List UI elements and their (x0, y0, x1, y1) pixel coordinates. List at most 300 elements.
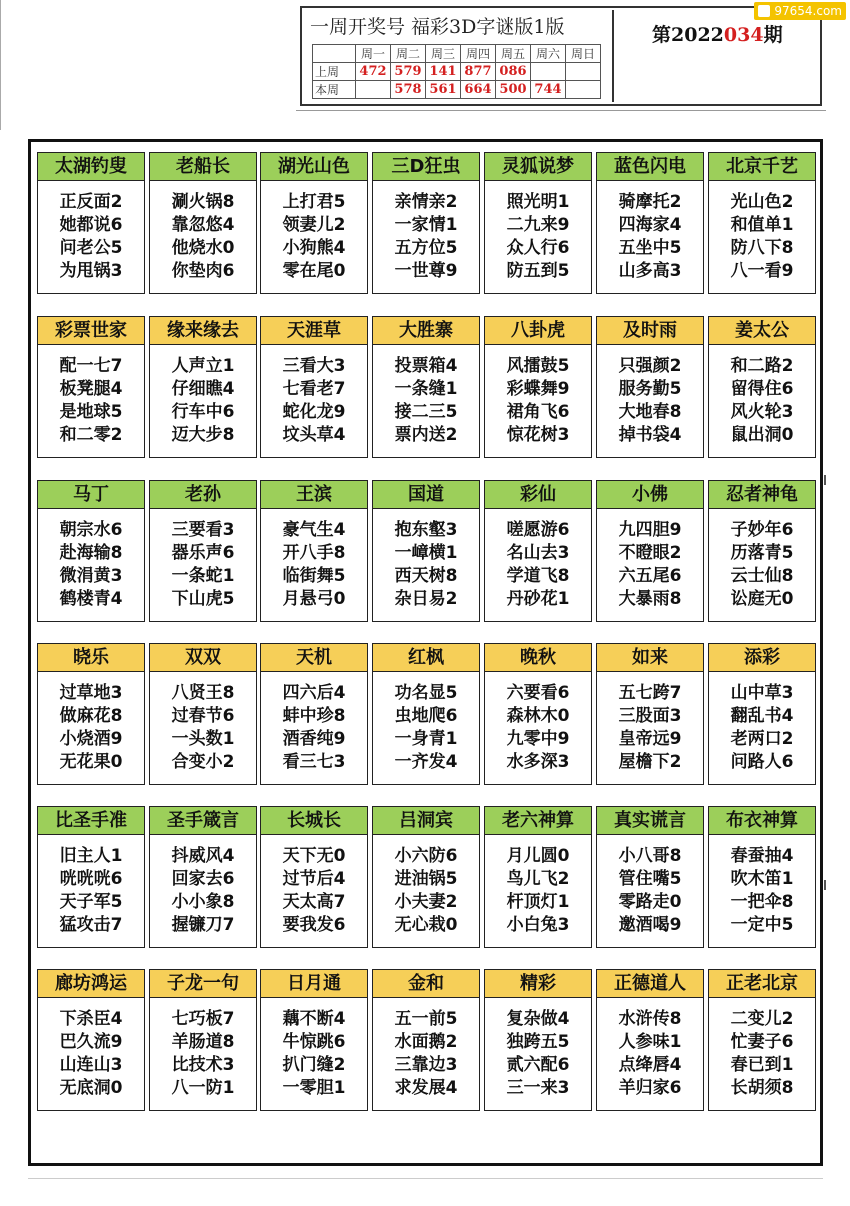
puzzle-line: 风擂鼓5 (506, 356, 570, 376)
last-week-sun (566, 63, 601, 81)
corner-cell (313, 45, 356, 63)
puzzle-line: 一把伞8 (730, 892, 794, 912)
puzzle-lines (485, 1008, 591, 1100)
this-week-sun (566, 81, 601, 99)
puzzle-lines (261, 191, 367, 283)
puzzle-line: 三要看3 (171, 520, 235, 540)
puzzle-line: 旧主人1 (59, 846, 123, 866)
puzzle-lines (597, 355, 703, 447)
puzzle-line: 不瞪眼2 (618, 543, 682, 563)
puzzle-line: 讼庭无0 (730, 589, 794, 609)
this-week-wed: 561 (426, 81, 461, 99)
puzzle-lines (485, 519, 591, 611)
puzzle-author-name: 比圣手准 (38, 807, 144, 835)
puzzle-line: 一定中5 (730, 915, 794, 935)
last-week-thu: 877 (461, 63, 496, 81)
puzzle-lines (709, 845, 815, 937)
last-week-tue: 579 (391, 63, 426, 81)
puzzle-lines (485, 191, 591, 283)
puzzle-line: 一身青1 (394, 729, 458, 749)
puzzle-cell (484, 969, 592, 1111)
puzzle-line: 蚌中珍8 (282, 706, 346, 726)
last-week-row (313, 63, 601, 81)
puzzle-cell (149, 316, 257, 458)
puzzle-line: 五七跨7 (618, 683, 682, 703)
puzzle-line: 天下无0 (282, 846, 346, 866)
puzzle-author-name: 彩仙 (485, 481, 591, 509)
puzzle-line: 五方位5 (394, 238, 458, 258)
puzzle-line: 他烧水0 (171, 238, 235, 258)
weekday-tue: 周二 (391, 45, 426, 63)
edge-tick (824, 880, 826, 890)
puzzle-line: 酒香纯9 (282, 729, 346, 749)
puzzle-cell (484, 643, 592, 785)
weekday-sun: 周日 (566, 45, 601, 63)
puzzle-line: 春已到1 (730, 1055, 794, 1075)
puzzle-lines (709, 355, 815, 447)
puzzle-line: 忙妻子6 (730, 1032, 794, 1052)
puzzle-line: 小六防6 (394, 846, 458, 866)
puzzle-author-name: 蓝色闪电 (597, 153, 703, 181)
puzzle-line: 一零胆1 (282, 1078, 346, 1098)
puzzle-line: 回家去6 (171, 869, 235, 889)
puzzle-line: 猛攻击7 (59, 915, 123, 935)
puzzle-line: 照光明1 (506, 192, 570, 212)
puzzle-line: 森林木0 (506, 706, 570, 726)
puzzle-line: 彩蝶舞9 (506, 379, 570, 399)
puzzle-line: 七巧板7 (171, 1009, 235, 1029)
weekday-sat: 周六 (531, 45, 566, 63)
puzzle-line: 翻乱书4 (730, 706, 794, 726)
puzzle-line: 零路走0 (618, 892, 682, 912)
puzzle-lines (597, 682, 703, 774)
puzzle-lines (373, 519, 479, 611)
puzzle-line: 八一看9 (730, 261, 794, 281)
puzzle-author-name: 老六神算 (485, 807, 591, 835)
puzzle-lines (709, 191, 815, 283)
puzzle-line: 五一前5 (394, 1009, 458, 1029)
puzzle-line: 丹砂花1 (506, 589, 570, 609)
puzzle-cell (260, 316, 368, 458)
period-prefix: 第2022 (652, 24, 724, 46)
puzzle-author-name: 如来 (597, 644, 703, 672)
puzzle-line: 长胡须8 (730, 1078, 794, 1098)
this-week-row (313, 81, 601, 99)
puzzle-cell (708, 152, 816, 294)
puzzle-line: 九零中9 (506, 729, 570, 749)
puzzle-author-name: 天涯草 (261, 317, 367, 345)
puzzle-lines (709, 1008, 815, 1100)
puzzle-line: 求发展4 (394, 1078, 458, 1098)
last-week-fri: 086 (496, 63, 531, 81)
puzzle-line: 问老公5 (59, 238, 123, 258)
puzzle-line: 复杂做4 (506, 1009, 570, 1029)
puzzle-cell (484, 806, 592, 948)
weekday-fri: 周五 (496, 45, 531, 63)
puzzle-cell (708, 316, 816, 458)
puzzle-line: 巴久流9 (59, 1032, 123, 1052)
puzzle-cell (372, 969, 480, 1111)
puzzle-lines (150, 355, 256, 447)
puzzle-author-name: 国道 (373, 481, 479, 509)
puzzle-author-name: 三D狂虫 (373, 153, 479, 181)
site-logo-icon (758, 5, 770, 17)
last-week-mon: 472 (356, 63, 391, 81)
period-number: 034 (723, 24, 764, 46)
puzzle-author-name: 晚秋 (485, 644, 591, 672)
puzzle-lines (38, 191, 144, 283)
puzzle-line: 鼠出洞0 (730, 425, 794, 445)
last-week-sat (531, 63, 566, 81)
puzzle-line: 临街舞5 (282, 566, 346, 586)
puzzle-author-name: 彩票世家 (38, 317, 144, 345)
puzzle-line: 一家情1 (394, 215, 458, 235)
puzzle-line: 众人行6 (506, 238, 570, 258)
puzzle-line: 防五到5 (506, 261, 570, 281)
puzzle-cell (484, 316, 592, 458)
puzzle-line: 三股面3 (618, 706, 682, 726)
puzzle-cell (596, 806, 704, 948)
puzzle-cell (37, 480, 145, 622)
puzzle-line: 正反面2 (59, 192, 123, 212)
puzzle-line: 小夫妻2 (394, 892, 458, 912)
puzzle-line: 天子军5 (59, 892, 123, 912)
puzzle-lines (709, 682, 815, 774)
puzzle-line: 和二路2 (730, 356, 794, 376)
puzzle-author-name: 老孙 (150, 481, 256, 509)
puzzle-cell (37, 316, 145, 458)
puzzle-line: 要我发6 (282, 915, 346, 935)
weekday-row (313, 45, 601, 63)
puzzle-line: 八一防1 (171, 1078, 235, 1098)
puzzle-line: 六要看6 (506, 683, 570, 703)
puzzle-cell (372, 152, 480, 294)
puzzle-line: 月悬弓0 (282, 589, 346, 609)
puzzle-lines (38, 845, 144, 937)
puzzle-line: 山中草3 (730, 683, 794, 703)
puzzle-line: 八贤王8 (171, 683, 235, 703)
puzzle-line: 屋檐下2 (618, 752, 682, 772)
puzzle-author-name: 及时雨 (597, 317, 703, 345)
puzzle-cell (149, 806, 257, 948)
puzzle-line: 无心栽0 (394, 915, 458, 935)
puzzle-line: 邀酒喝9 (618, 915, 682, 935)
puzzle-cell (149, 152, 257, 294)
puzzle-author-name: 天机 (261, 644, 367, 672)
puzzle-author-name: 王滨 (261, 481, 367, 509)
puzzle-author-name: 正老北京 (709, 970, 815, 998)
puzzle-lines (373, 845, 479, 937)
puzzle-line: 三靠边3 (394, 1055, 458, 1075)
puzzle-line: 二变儿2 (730, 1009, 794, 1029)
puzzle-author-name: 缘来缘去 (150, 317, 256, 345)
weekday-mon: 周一 (356, 45, 391, 63)
edge-tick (824, 475, 826, 485)
puzzle-line: 零在尾0 (282, 261, 346, 281)
puzzle-line: 惊花树3 (506, 425, 570, 445)
puzzle-author-name: 晓乐 (38, 644, 144, 672)
puzzle-line: 板凳腿4 (59, 379, 123, 399)
bottom-rule (28, 1178, 823, 1179)
puzzle-cell (37, 806, 145, 948)
puzzle-line: 贰六配6 (506, 1055, 570, 1075)
puzzle-line: 做麻花8 (59, 706, 123, 726)
puzzle-line: 迈大步8 (171, 425, 235, 445)
this-week-thu: 664 (461, 81, 496, 99)
puzzle-line: 抖威风4 (171, 846, 235, 866)
puzzle-author-name: 日月通 (261, 970, 367, 998)
puzzle-author-name: 湖光山色 (261, 153, 367, 181)
puzzle-line: 小八哥8 (618, 846, 682, 866)
puzzle-line: 三一来3 (506, 1078, 570, 1098)
puzzle-line: 六五尾6 (618, 566, 682, 586)
puzzle-line: 一头数1 (171, 729, 235, 749)
puzzle-line: 人声立1 (171, 356, 235, 376)
puzzle-line: 咣咣咣6 (59, 869, 123, 889)
puzzle-line: 小狗熊4 (282, 238, 346, 258)
puzzle-line: 一嶂横1 (394, 543, 458, 563)
puzzle-line: 抱东壑3 (394, 520, 458, 540)
puzzle-line: 独跨五5 (506, 1032, 570, 1052)
puzzle-line: 靠忽悠4 (171, 215, 235, 235)
puzzle-line: 吹木笛1 (730, 869, 794, 889)
puzzle-author-name: 北京千艺 (709, 153, 815, 181)
puzzle-line: 西天树8 (394, 566, 458, 586)
puzzle-lines (261, 1008, 367, 1100)
puzzle-cell (372, 316, 480, 458)
puzzle-cell (708, 969, 816, 1111)
puzzle-line: 掉书袋4 (618, 425, 682, 445)
puzzle-cell (596, 316, 704, 458)
period-label (652, 20, 783, 47)
puzzle-author-name: 正德道人 (597, 970, 703, 998)
puzzle-line: 防八下8 (730, 238, 794, 258)
puzzle-cell (37, 643, 145, 785)
puzzle-line: 老两口2 (730, 729, 794, 749)
puzzle-line: 和值单1 (730, 215, 794, 235)
puzzle-author-name: 八卦虎 (485, 317, 591, 345)
puzzle-author-name: 添彩 (709, 644, 815, 672)
puzzle-line: 上打君5 (282, 192, 346, 212)
puzzle-line: 是地球5 (59, 402, 123, 422)
puzzle-line: 山连山3 (59, 1055, 123, 1075)
weekly-draw-table (312, 44, 601, 99)
puzzle-author-name: 忍者神龟 (709, 481, 815, 509)
this-week-fri: 500 (496, 81, 531, 99)
puzzle-author-name: 大胜寨 (373, 317, 479, 345)
puzzle-cell (596, 152, 704, 294)
puzzle-lines (597, 845, 703, 937)
puzzle-line: 嗟愿游6 (506, 520, 570, 540)
puzzle-line: 一世尊9 (394, 261, 458, 281)
puzzle-line: 服务勤5 (618, 379, 682, 399)
puzzle-line: 小白兔3 (506, 915, 570, 935)
puzzle-line: 赴海输8 (59, 543, 123, 563)
puzzle-line: 她都说6 (59, 215, 123, 235)
puzzle-lines (150, 1008, 256, 1100)
puzzle-cell (708, 806, 816, 948)
puzzle-author-name: 红枫 (373, 644, 479, 672)
puzzle-line: 微涓黄3 (59, 566, 123, 586)
puzzle-line: 二九来9 (506, 215, 570, 235)
puzzle-line: 羊归家6 (618, 1078, 682, 1098)
puzzle-lines (597, 191, 703, 283)
puzzle-author-name: 灵狐说梦 (485, 153, 591, 181)
puzzle-line: 鹤楼青4 (59, 589, 123, 609)
puzzle-line: 只强颜2 (618, 356, 682, 376)
puzzle-author-name: 圣手箴言 (150, 807, 256, 835)
this-week-tue: 578 (391, 81, 426, 99)
puzzle-line: 光山色2 (730, 192, 794, 212)
puzzle-cell (484, 152, 592, 294)
puzzle-line: 点绛唇4 (618, 1055, 682, 1075)
puzzle-cell (596, 643, 704, 785)
puzzle-cell (708, 643, 816, 785)
puzzle-lines (485, 845, 591, 937)
puzzle-line: 投票箱4 (394, 356, 458, 376)
puzzle-line: 坟头草4 (282, 425, 346, 445)
puzzle-line: 大暴雨8 (618, 589, 682, 609)
puzzle-cell (484, 480, 592, 622)
puzzle-author-name: 真实谎言 (597, 807, 703, 835)
puzzle-line: 骑摩托2 (618, 192, 682, 212)
puzzle-line: 蛇化龙9 (282, 402, 346, 422)
puzzle-line: 朝宗水6 (59, 520, 123, 540)
puzzle-cell (260, 643, 368, 785)
puzzle-author-name: 马丁 (38, 481, 144, 509)
puzzle-line: 比技术3 (171, 1055, 235, 1075)
puzzle-line: 大地春8 (618, 402, 682, 422)
this-week-label: 本周 (313, 81, 356, 99)
puzzle-line: 过节后4 (282, 869, 346, 889)
puzzle-lines (373, 191, 479, 283)
puzzle-line: 水多深3 (506, 752, 570, 772)
puzzle-author-name: 小佛 (597, 481, 703, 509)
puzzle-line: 亲情亲2 (394, 192, 458, 212)
puzzle-line: 下杀臣4 (59, 1009, 123, 1029)
puzzle-line: 开八手8 (282, 543, 346, 563)
site-watermark-link[interactable] (754, 2, 846, 20)
puzzle-line: 功名显5 (394, 683, 458, 703)
puzzle-author-name: 吕洞宾 (373, 807, 479, 835)
puzzle-line: 无底洞0 (59, 1078, 123, 1098)
puzzle-line: 看三七3 (282, 752, 346, 772)
puzzle-line: 扒门缝2 (282, 1055, 346, 1075)
period-box (612, 10, 820, 102)
puzzle-line: 杆顶灯1 (506, 892, 570, 912)
puzzle-lines (38, 682, 144, 774)
puzzle-line: 三看大3 (282, 356, 346, 376)
puzzle-line: 一齐发4 (394, 752, 458, 772)
puzzle-line: 一条蛇1 (171, 566, 235, 586)
puzzle-line: 名山去3 (506, 543, 570, 563)
puzzle-lines (150, 519, 256, 611)
puzzle-line: 牛惊跳6 (282, 1032, 346, 1052)
puzzle-line: 七看老7 (282, 379, 346, 399)
puzzle-cell (260, 152, 368, 294)
puzzle-line: 留得住6 (730, 379, 794, 399)
puzzle-author-name: 廊坊鸿运 (38, 970, 144, 998)
puzzle-line: 票内送2 (394, 425, 458, 445)
puzzle-line: 配一七7 (59, 356, 123, 376)
puzzle-line: 天太高7 (282, 892, 346, 912)
puzzle-author-name: 布衣神算 (709, 807, 815, 835)
puzzle-cell (260, 480, 368, 622)
puzzle-lines (38, 519, 144, 611)
puzzle-cell (708, 480, 816, 622)
puzzle-line: 无花果0 (59, 752, 123, 772)
puzzle-line: 四海家4 (618, 215, 682, 235)
puzzle-author-name: 姜太公 (709, 317, 815, 345)
puzzle-lines (597, 519, 703, 611)
puzzle-lines (261, 682, 367, 774)
puzzle-lines (373, 355, 479, 447)
puzzle-lines (485, 355, 591, 447)
puzzle-lines (150, 191, 256, 283)
puzzle-cell (596, 480, 704, 622)
puzzle-lines (373, 682, 479, 774)
puzzle-lines (709, 519, 815, 611)
puzzle-lines (261, 519, 367, 611)
puzzle-line: 下山虎5 (171, 589, 235, 609)
puzzle-line: 水浒传8 (618, 1009, 682, 1029)
puzzle-cell (149, 643, 257, 785)
last-week-wed: 141 (426, 63, 461, 81)
puzzle-line: 杂日易2 (394, 589, 458, 609)
puzzle-lines (38, 355, 144, 447)
puzzle-line: 问路人6 (730, 752, 794, 772)
puzzle-line: 为甩锅3 (59, 261, 123, 281)
puzzle-author-name: 子龙一句 (150, 970, 256, 998)
puzzle-lines (261, 355, 367, 447)
puzzle-line: 合变小2 (171, 752, 235, 772)
puzzle-lines (38, 1008, 144, 1100)
puzzle-line: 皇帝远9 (618, 729, 682, 749)
puzzle-line: 虫地爬6 (394, 706, 458, 726)
puzzle-lines (485, 682, 591, 774)
puzzle-cell (596, 969, 704, 1111)
puzzle-line: 小烧酒9 (59, 729, 123, 749)
puzzle-author-name: 太湖钓叟 (38, 153, 144, 181)
puzzle-line: 豪气生4 (282, 520, 346, 540)
puzzle-lines (373, 1008, 479, 1100)
puzzle-line: 五坐中5 (618, 238, 682, 258)
puzzle-cell (37, 969, 145, 1111)
puzzle-line: 器乐声6 (171, 543, 235, 563)
weekday-wed: 周三 (426, 45, 461, 63)
puzzle-cell (372, 806, 480, 948)
puzzle-lines (597, 1008, 703, 1100)
puzzle-line: 领妻儿2 (282, 215, 346, 235)
puzzle-line: 鸟儿飞2 (506, 869, 570, 889)
puzzle-line: 涮火锅8 (171, 192, 235, 212)
puzzle-line: 山多高3 (618, 261, 682, 281)
puzzle-line: 云士仙8 (730, 566, 794, 586)
puzzle-line: 和二零2 (59, 425, 123, 445)
puzzle-author-name: 老船长 (150, 153, 256, 181)
header-title: 一周开奖号 福彩3D字谜版1版 (310, 16, 565, 38)
this-week-mon (356, 81, 391, 99)
puzzle-line: 历落青5 (730, 543, 794, 563)
puzzle-line: 人参味1 (618, 1032, 682, 1052)
puzzle-lines (261, 845, 367, 937)
puzzle-line: 进油锅5 (394, 869, 458, 889)
puzzle-author-name: 双双 (150, 644, 256, 672)
puzzle-line: 学道飞8 (506, 566, 570, 586)
puzzle-line: 你垫肉6 (171, 261, 235, 281)
puzzle-line: 仔细瞧4 (171, 379, 235, 399)
puzzle-line: 过春节6 (171, 706, 235, 726)
